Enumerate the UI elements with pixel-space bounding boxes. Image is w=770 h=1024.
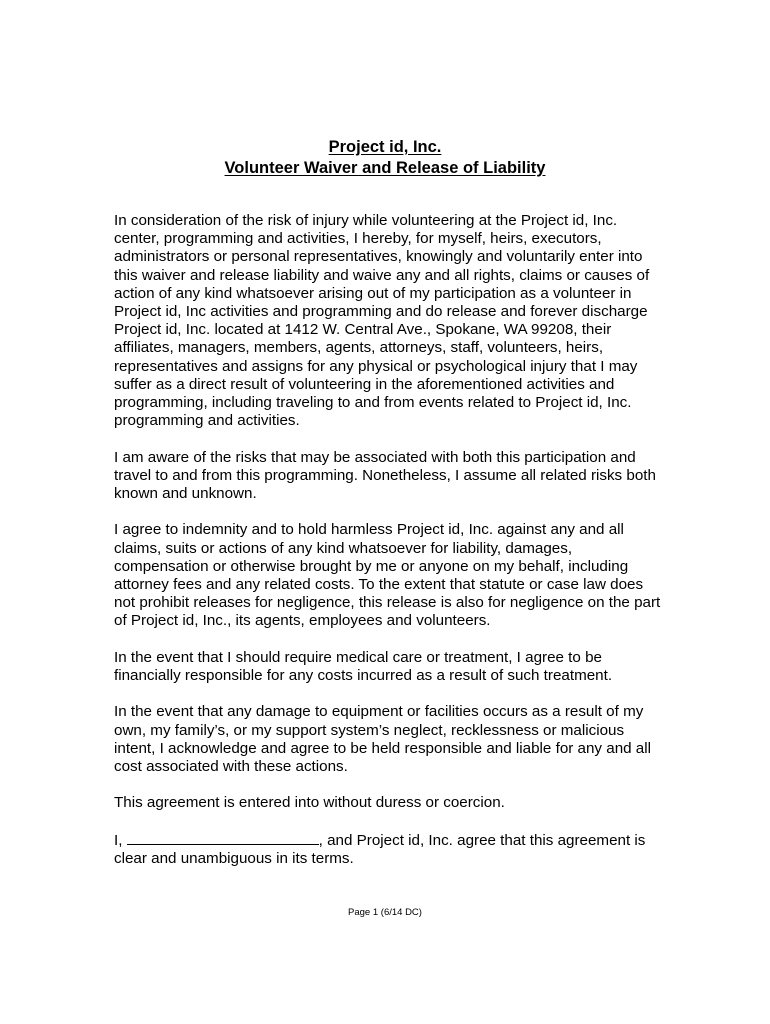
text-line: In the event that I should require medical care or treatment, I agree to be xyxy=(114,648,602,666)
paragraph-damage xyxy=(114,703,674,776)
agreement-prefix: I, xyxy=(114,831,127,849)
text-line: of Project id, Inc., its agents, employees and volunteers. xyxy=(114,612,491,630)
text-line: In consideration of the risk of injury while volunteering at the Project id, Inc. xyxy=(114,212,618,229)
text-line: I am aware of the risks that may be associated with both this participation and xyxy=(114,448,636,466)
text-line: this waiver and release liability and waive any and all rights, claims or causes of xyxy=(114,266,650,284)
paragraph-duress xyxy=(114,794,674,812)
text-line: affiliates, managers, members, agents, attorneys, staff, volunteers, heirs, xyxy=(114,339,604,357)
paragraph-risks xyxy=(114,449,674,504)
text-line: action of any kind whatsoever arising out of my participation as a volunteer in xyxy=(114,284,632,302)
name-blank-field[interactable] xyxy=(127,831,319,845)
text-line: intent, I acknowledge and agree to be held responsible and liable for any and all xyxy=(114,739,651,757)
document-title xyxy=(0,137,770,179)
page-footer: Page 1 (6/14 DC) xyxy=(348,907,422,918)
paragraph-consideration xyxy=(114,212,674,430)
title-organization: Project id, Inc. xyxy=(328,138,442,156)
text-line: not prohibit releases for negligence, this release is also for negligence on the part xyxy=(114,594,661,612)
text-line: financially responsible for any costs incurred as a result of such treatment. xyxy=(114,667,613,685)
text-line: programming and activities. xyxy=(114,412,300,430)
text-line: clear and unambiguous in its terms. xyxy=(114,850,354,868)
text-line: administrators or personal representatives, knowingly and voluntarily enter into xyxy=(114,248,643,266)
text-line: I agree to indemnity and to hold harmless Project id, Inc. against any and all xyxy=(114,521,624,539)
agreement-line xyxy=(114,831,674,850)
text-line: cost associated with these actions. xyxy=(114,758,348,776)
text-line: center, programming and activities, I hereby, for myself, heirs, executors, xyxy=(114,230,602,248)
text-line: suffer as a direct result of volunteering in the aforementioned activities and xyxy=(114,375,615,393)
paragraph-agreement xyxy=(114,831,674,868)
text-line: Project id, Inc activities and programming and do release and forever discharge xyxy=(114,303,648,321)
text-line: travel to and from this programming. Nonetheless, I assume all related risks both xyxy=(114,466,656,484)
document-body xyxy=(114,212,674,886)
text-line: own, my family’s, or my support system’s neglect, recklessness or malicious xyxy=(114,721,625,739)
agreement-suffix: , and Project id, Inc. agree that this agreement is xyxy=(318,831,646,849)
text-line: known and unknown. xyxy=(114,485,257,503)
paragraph-indemnity xyxy=(114,521,674,630)
text-line: In the event that any damage to equipment or facilities occurs as a result of my xyxy=(114,703,644,721)
text-line: Project id, Inc. located at 1412 W. Central Ave., Spokane, WA 99208, their xyxy=(114,321,612,339)
text-line: compensation or otherwise brought by me or anyone on my behalf, including xyxy=(114,557,629,575)
text-line: attorney fees and any related costs. To the extent that statute or case law does xyxy=(114,576,644,594)
text-line: programming, including traveling to and from events related to Project id, Inc. xyxy=(114,394,632,412)
title-waiver: Volunteer Waiver and Release of Liability xyxy=(224,159,546,177)
text-line: claims, suits or actions of any kind whatsoever for liability, damages, xyxy=(114,539,573,557)
text-line: This agreement is entered into without duress or coercion. xyxy=(114,794,505,812)
text-line: representatives and assigns for any physical or psychological injury that I may xyxy=(114,357,638,375)
paragraph-medical xyxy=(114,649,674,685)
